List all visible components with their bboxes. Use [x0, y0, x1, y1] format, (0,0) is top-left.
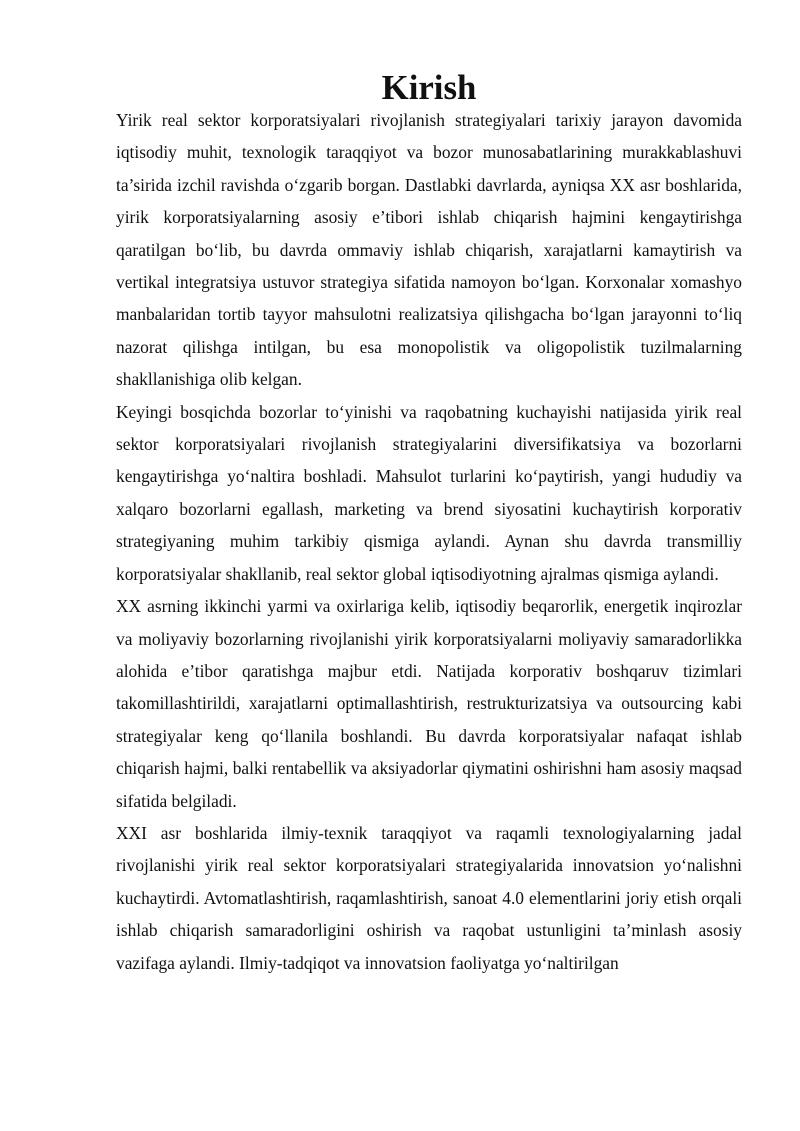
- document-page: [116, 68, 742, 979]
- paragraph-3: XX asrning ikkinchi yarmi va oxirlariga kelib, iqtisodiy beqarorlik, energetik inqirozlar va moliyaviy bozorlarning rivojlanishi yirik korporatsiyalarni moliyaviy samaradorlikka alohida e’tibor qaratishga majbur etdi. Natijada korporativ boshqaruv tizimlari takomillashtirildi, xarajatlarni optimallashtirish, restrukturizatsiya va outsourcing kabi strategiyalar keng qo‘llanila boshlandi. Bu davrda korporatsiyalar nafaqat ishlab chiqarish hajmi, balki rentabellik va aksiyadorlar qiymatini oshirishni ham asosiy maqsad sifatida belgiladi.: [116, 596, 742, 811]
- paragraph-4: XXI asr boshlarida ilmiy-texnik taraqqiyot va raqamli texnologiyalarning jadal rivojlanishi yirik real sektor korporatsiyalari strategiyalarida innovatsion yo‘nalishni kuchaytirdi. Avtomatlashtirish, raqamlashtirish, sanoat 4.0 elementlarini joriy etish orqali ishlab chiqarish samaradorligini oshirish va raqobat ustunligini ta’minlash asosiy vazifaga aylandi. Ilmiy-tadqiqot va innovatsion faoliyatga yo‘naltirilgan: [116, 822, 742, 973]
- paragraph-2: Keyingi bosqichda bozorlar to‘yinishi va raqobatning kuchayishi natijasida yirik real sektor korporatsiyalari rivojlanish strategiyalarini diversifikatsiya va bozorlarni kengaytirishga yo‘naltira boshladi. Mahsulot turlarini ko‘paytirish, yangi hududiy va xalqaro bozorlarni egallash, marketing va brend siyosatini kuchaytirish korporativ strategiyaning muhim tarkibiy qismiga aylandi. Aynan shu davrda transmilliy korporatsiyalar shakllanib, real sektor global iqtisodiyotning ajralmas qismiga aylandi.: [116, 401, 742, 584]
- section-title: Kirish: [381, 68, 477, 107]
- paragraph-1: Yirik real sektor korporatsiyalari rivojlanish strategiyalari tarixiy jarayon davomida iqtisodiy muhit, texnologik taraqqiyot va bozor munosabatlarining murakkablashuvi ta’sirida izchil ravishda o‘zgarib borgan. Dastlabki davrlarda, ayniqsa XX asr boshlarida, yirik korporatsiyalarning asosiy e’tibori ishlab chiqarish hajmini kengaytirishga qaratilgan bo‘lib, bu davrda ommaviy ishlab chiqarish, xarajatlarni kamaytirish va vertikal integratsiya ustuvor strategiya sifatida namoyon bo‘lgan. Korxonalar xomashyo manbalaridan tortib tayyor mahsulotni realizatsiya qilishgacha bo‘lgan jarayonni to‘liq nazorat qilishga intilgan, bu esa monopolistik va oligopolistik tuzilmalarning shakllanishiga olib kelgan.: [116, 110, 742, 390]
